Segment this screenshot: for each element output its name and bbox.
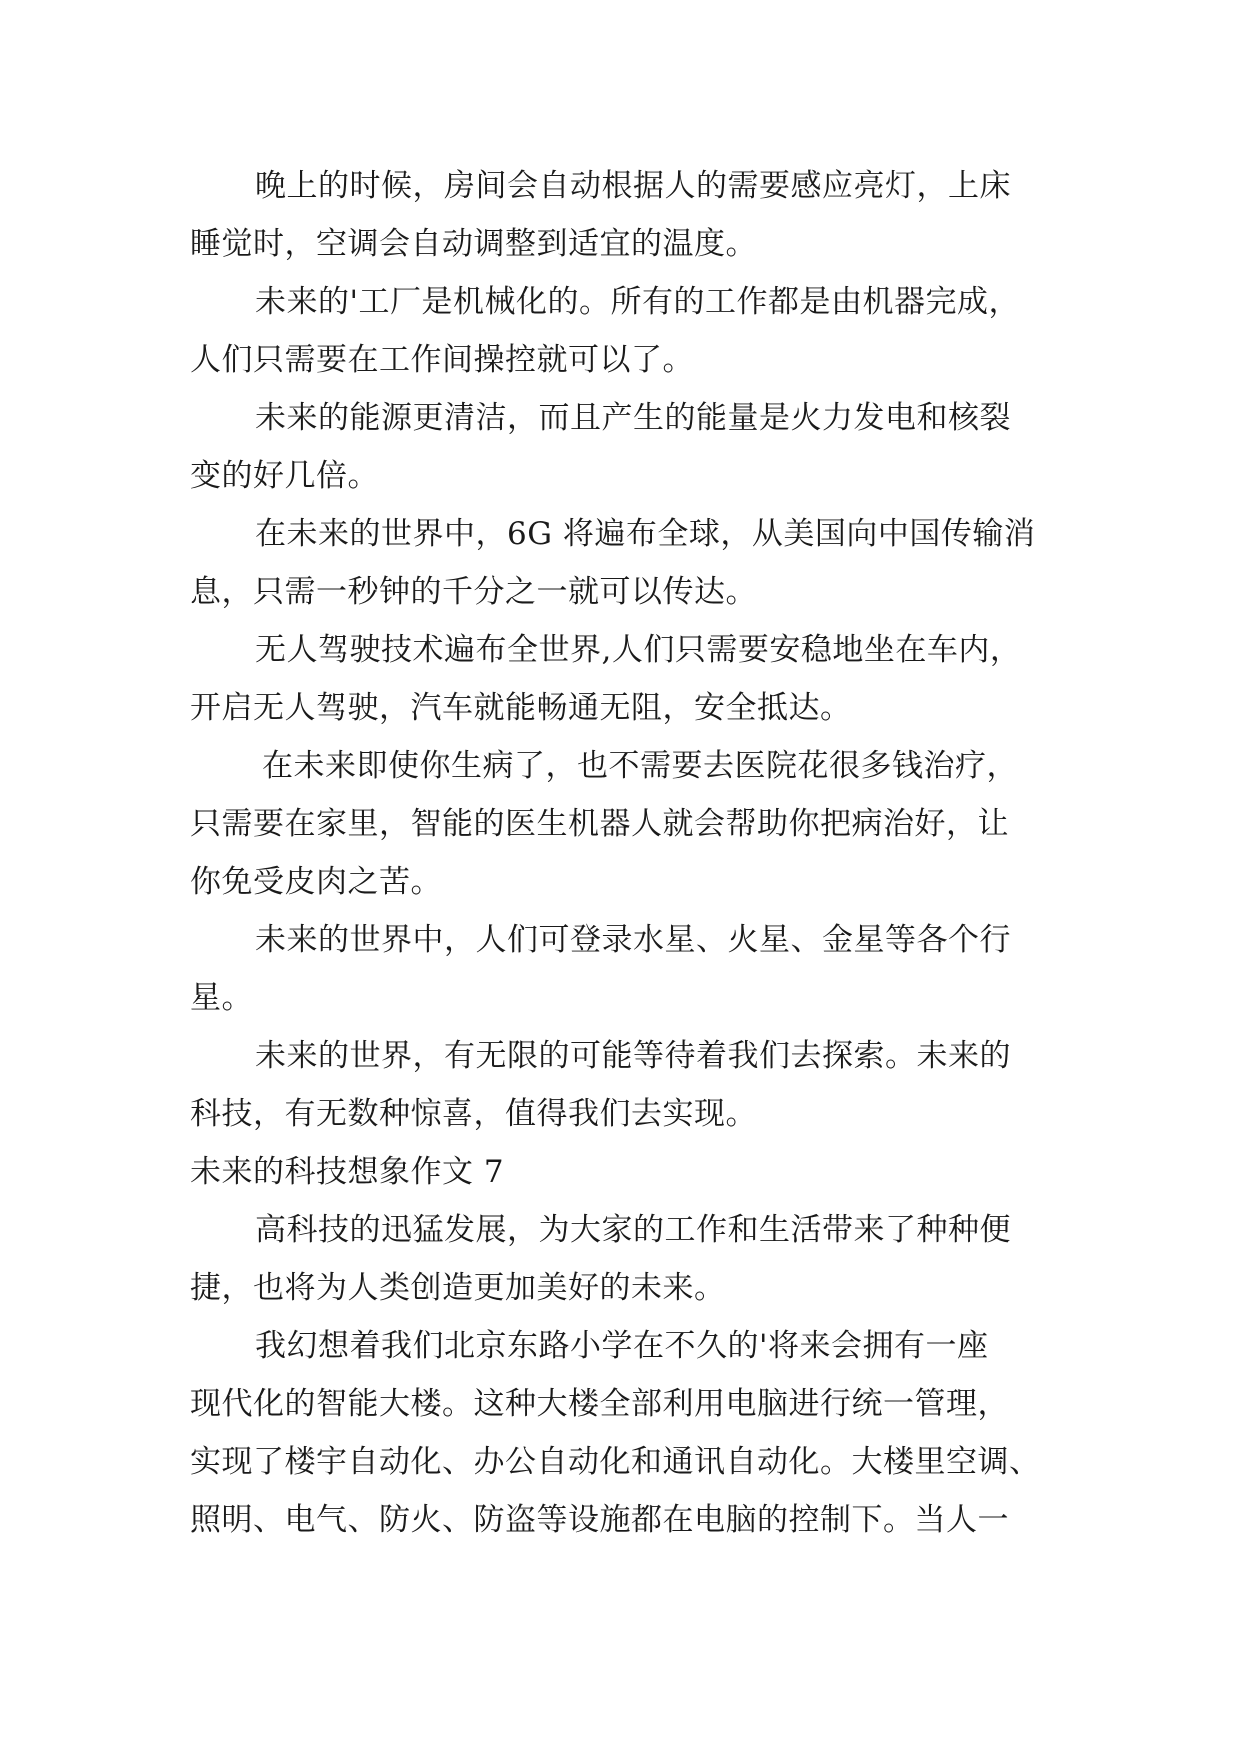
paragraph-line: 在未来的世界中，6G 将遍布全球，从美国向中国传输消 (255, 516, 1036, 552)
paragraph-line: 睡觉时，空调会自动调整到适宜的温度。 (190, 226, 757, 262)
paragraph-line: 在未来即使你生病了，也不需要去医院花很多钱治疗， (262, 748, 1018, 784)
paragraph-line: 未来的能源更清洁，而且产生的能量是火力发电和核裂 (255, 400, 1011, 436)
paragraph-line: 照明、电气、防火、防盗等设施都在电脑的控制下。当人一 (190, 1502, 1009, 1538)
paragraph-line: 未来的世界中，人们可登录水星、火星、金星等各个行 (255, 922, 1011, 958)
paragraph-line: 人们只需要在工作间操控就可以了。 (190, 342, 694, 378)
paragraph-line: 实现了楼宇自动化、办公自动化和通讯自动化。大楼里空调、 (190, 1444, 1041, 1480)
paragraph-line: 捷，也将为人类创造更加美好的未来。 (190, 1270, 726, 1306)
paragraph-line: 无人驾驶技术遍布全世界,人们只需要安稳地坐在车内， (255, 632, 1022, 668)
paragraph-line: 我幻想着我们北京东路小学在不久的'将来会拥有一座 (255, 1328, 989, 1364)
paragraph-line: 星。 (190, 980, 253, 1016)
paragraph-line: 未来的'工厂是机械化的。所有的工作都是由机器完成， (255, 284, 1021, 320)
paragraph-line: 你免受皮肉之苦。 (190, 864, 442, 900)
section-heading: 未来的科技想象作文 7 (190, 1154, 505, 1190)
paragraph-line: 现代化的智能大楼。这种大楼全部利用电脑进行统一管理， (190, 1386, 1009, 1422)
paragraph-line: 高科技的迅猛发展，为大家的工作和生活带来了种种便 (255, 1212, 1011, 1248)
paragraph-line: 开启无人驾驶，汽车就能畅通无阻，安全抵达。 (190, 690, 852, 726)
paragraph-line: 未来的世界，有无限的可能等待着我们去探索。未来的 (255, 1038, 1011, 1074)
paragraph-line: 变的好几倍。 (190, 458, 379, 494)
paragraph-line: 晚上的时候，房间会自动根据人的需要感应亮灯，上床 (255, 168, 1011, 204)
paragraph-line: 息，只需一秒钟的千分之一就可以传达。 (190, 574, 757, 610)
paragraph-line: 科技，有无数种惊喜，值得我们去实现。 (190, 1096, 757, 1132)
paragraph-line: 只需要在家里，智能的医生机器人就会帮助你把病治好，让 (190, 806, 1009, 842)
